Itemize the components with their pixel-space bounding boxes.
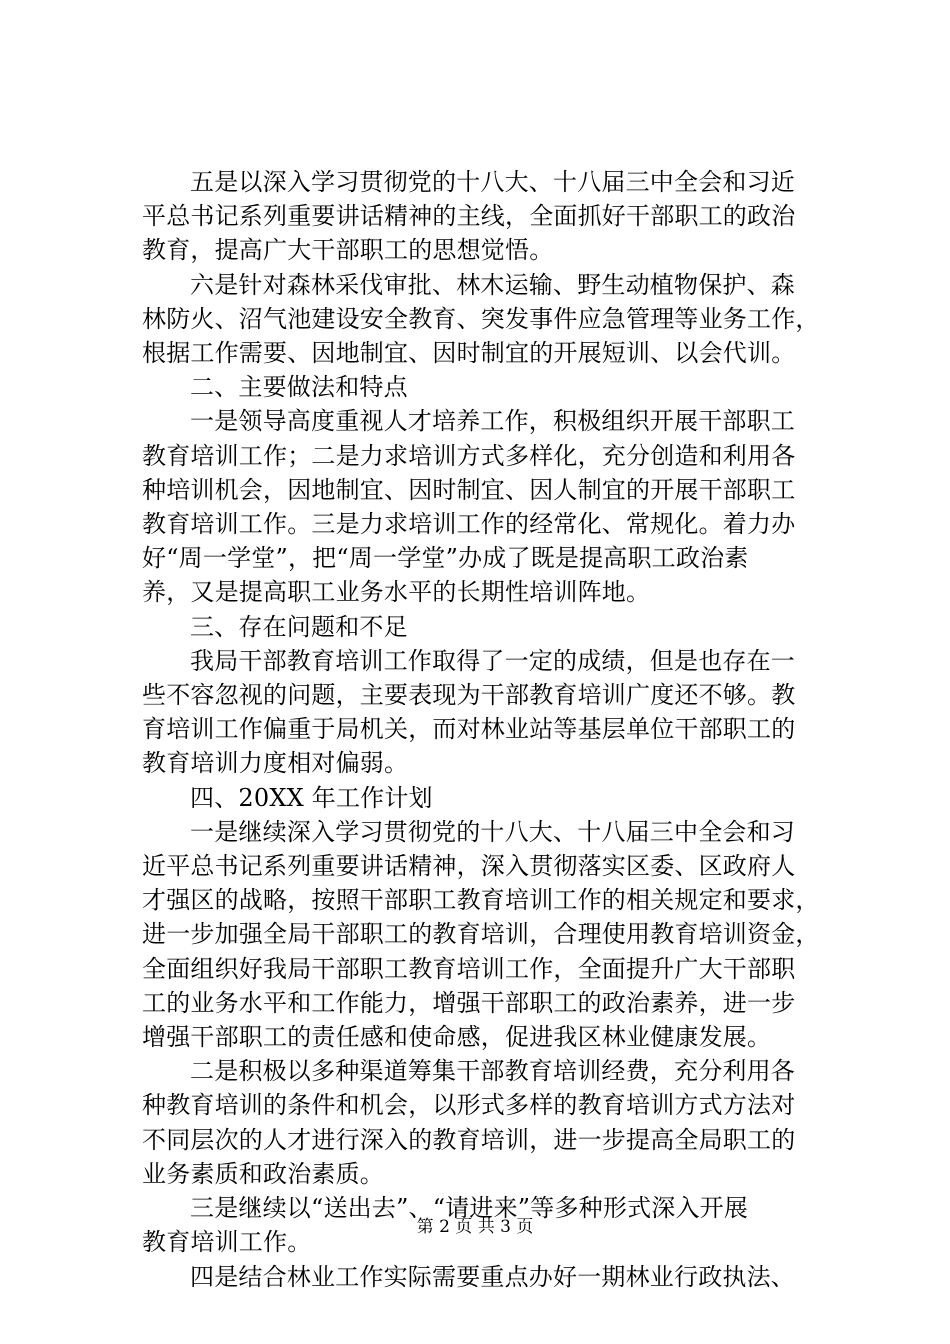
paragraph-5: 一是继续深入学习贯彻党的十八大、十八届三中全会和习 近平总书记系列重要讲话精神，深入贯彻落实区委、区政府人 才强区的战略，按照干部职工教育培训工作的相关规定和要求， 进一步加强全局干部职工的教育培训，合理使用教育培训资金， 全面组织好我局干部职工教育培训工作，全面提升广大干部职 工的业务水平和工作能力，增强干部职工的政治素养，进一步 增强干部职工的责任感和使命感，促进我区林业健康发展。 <box>142 817 820 1052</box>
paragraph-2: 六是针对森林采伐审批、林木运输、野生动植物保护、森 林防火、沼气池建设安全教育、突发事件应急管理等业务工作， 根据工作需要、因地制宜、因时制宜的开展短训、以会代训。 <box>142 270 820 368</box>
paragraph-1: 五是以深入学习贯彻党的十八大、十八届三中全会和习近 平总书记系列重要讲话精神的主线，全面抓好干部职工的政治 教育，提高广大干部职工的思想觉悟。 <box>142 168 796 265</box>
section-heading-3: 三、存在问题和不足 <box>190 612 408 641</box>
paragraph-7: 三是继续以“送出去”、“请进来”等多种形式深入开展 教育培训工作。 <box>142 1194 749 1257</box>
section-heading-2: 二、主要做法和特点 <box>190 373 408 402</box>
section-heading-4: 四、20XX 年工作计划 <box>190 783 433 812</box>
paragraph-3: 一是领导高度重视人才培养工作，积极组织开展干部职工 教育培训工作；二是力求培训方式多样化，充分创造和利用各 种培训机会，因地制宜、因时制宜、因人制宜的开展干部职工 教育培训工作。三是力求培训工作的经常化、常规化。着力办 好“周一学堂”，把“周一学堂”办成了既是提高职工政治素 养，又是提高职工业务水平的长期性培训阵地。 <box>142 407 796 607</box>
paragraph-4: 我局干部教育培训工作取得了一定的成绩，但是也存在一 些不容忽视的问题，主要表现为干部教育培训广度还不够。教 育培训工作偏重于局机关，而对林业站等基层单位干部职工的 教育培训力度相对偏弱。 <box>142 646 796 778</box>
paragraph-6: 二是积极以多种渠道筹集干部教育培训经费，充分利用各 种教育培训的条件和机会，以形式多样的教育培训方式方法对 不同层次的人才进行深入的教育培训，进一步提高全局职工的 业务素质和政治素质。 <box>142 1057 796 1188</box>
document-body <box>142 165 830 1294</box>
paragraph-8: 四是结合林业工作实际需要重点办好一期林业行政执法、 <box>190 1262 795 1291</box>
page-footer: 第 2 页 共 3 页 <box>416 1217 534 1237</box>
